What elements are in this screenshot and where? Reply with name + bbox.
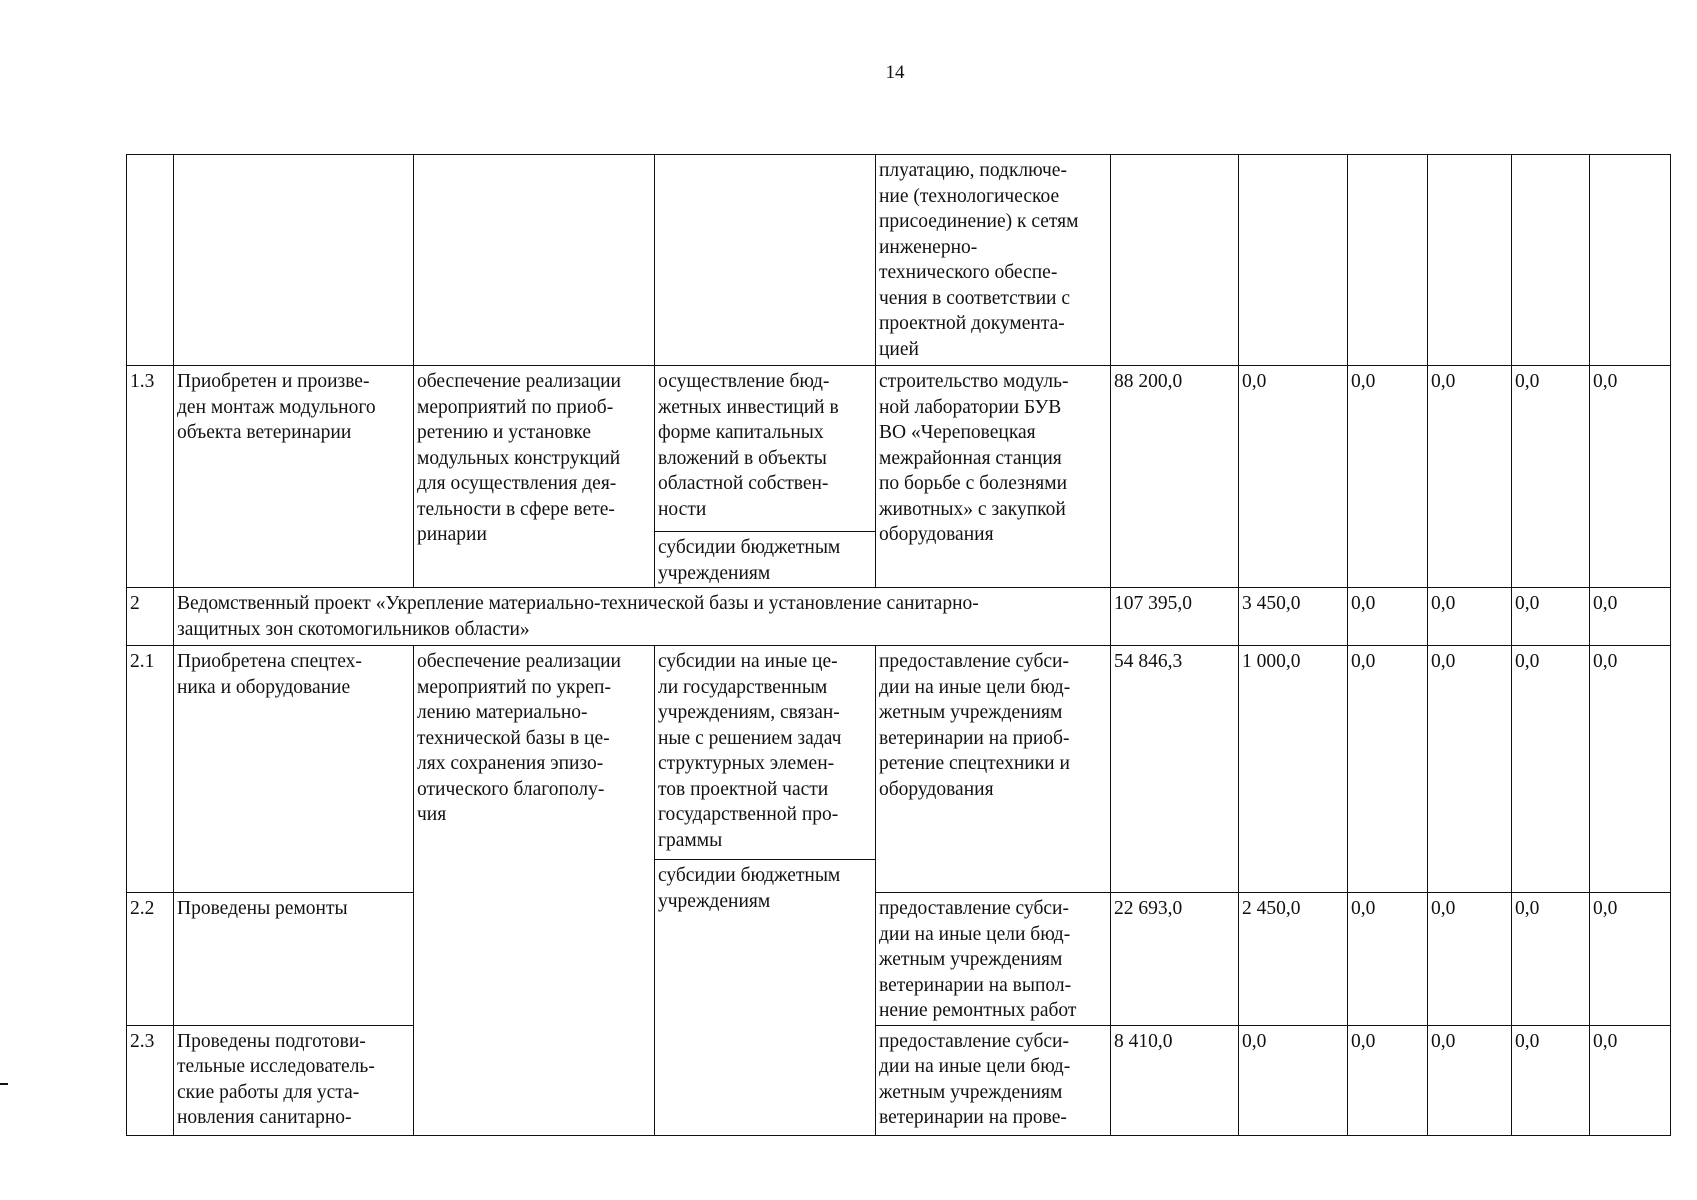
cell-direction: субсидии бюджетным учреждениям xyxy=(655,532,876,588)
cell-no: 2 xyxy=(127,588,174,646)
cell-purpose xyxy=(414,155,655,366)
cell-no xyxy=(127,155,174,366)
cell-value: 0,0 xyxy=(1590,1025,1671,1135)
cell-value xyxy=(1348,155,1428,366)
cell-value: 0,0 xyxy=(1348,646,1428,893)
table-row-continuation xyxy=(127,155,1671,366)
margin-mark xyxy=(0,1083,8,1085)
cell-value xyxy=(1239,155,1348,366)
cell-value: 22 693,0 xyxy=(1111,893,1239,1026)
cell-value: 0,0 xyxy=(1348,588,1428,646)
cell-result: строительство модуль- ной лаборатории БУВ ВО «Череповецкая межрайонная станция по борьбе с болезнями животных» с закупкой оборудования xyxy=(876,366,1111,588)
cell-no: 2.1 xyxy=(127,646,174,893)
cell-value: 0,0 xyxy=(1239,1025,1348,1135)
table-row-2-2 xyxy=(127,893,1671,1026)
cell-value: 0,0 xyxy=(1348,893,1428,1026)
cell-value: 107 395,0 xyxy=(1111,588,1239,646)
cell-value xyxy=(1111,155,1239,366)
cell-name: Приобретена спецтех- ника и оборудование xyxy=(174,646,414,893)
cell-direction: субсидии бюджетным учреждениям xyxy=(655,860,876,1136)
cell-no: 2.2 xyxy=(127,893,174,1026)
cell-no: 1.3 xyxy=(127,366,174,588)
cell-direction: осуществление бюд- жетных инвестиций в форме капитальных вложений в объекты областной собствен- ности xyxy=(655,366,876,532)
cell-purpose: обеспечение реализации мероприятий по укреп- лению материально- технической базы в це- лях сохранения эпизо- отического благополу- чия xyxy=(414,646,655,1136)
cell-value: 0,0 xyxy=(1512,893,1590,1026)
table-row-1-3 xyxy=(127,366,1671,532)
cell-value: 0,0 xyxy=(1512,588,1590,646)
cell-direction: субсидии на иные це- ли государственным учреждениям, связан- ные с решением задач структурных элемен- тов проектной части государственной про- граммы xyxy=(655,646,876,860)
cell-name: Проведены подготови- тельные исследователь- ские работы для уста- новления санитарно- xyxy=(174,1025,414,1135)
cell-result: плуатацию, подключе- ние (технологическое присоединение) к сетям инженерно- технического обеспе- чения в соответствии с проектной документа- цией xyxy=(876,155,1111,366)
cell-value: 0,0 xyxy=(1512,646,1590,893)
cell-value xyxy=(1428,155,1512,366)
cell-value xyxy=(1512,155,1590,366)
cell-value: 0,0 xyxy=(1512,1025,1590,1135)
cell-no: 2.3 xyxy=(127,1025,174,1135)
cell-value: 54 846,3 xyxy=(1111,646,1239,893)
cell-value: 0,0 xyxy=(1590,893,1671,1026)
cell-project-title: Ведомственный проект «Укрепление материально-технической базы и установление санитарно- защитных зон скотомогильников области» xyxy=(174,588,1111,646)
cell-value: 0,0 xyxy=(1428,893,1512,1026)
table-row-2 xyxy=(127,588,1671,646)
cell-value: 8 410,0 xyxy=(1111,1025,1239,1135)
table-row-2-3 xyxy=(127,1025,1671,1135)
cell-value: 3 450,0 xyxy=(1239,588,1348,646)
cell-value: 0,0 xyxy=(1590,646,1671,893)
cell-name xyxy=(174,155,414,366)
cell-direction xyxy=(655,155,876,366)
cell-name: Приобретен и произве- ден монтаж модульного объекта ветеринарии xyxy=(174,366,414,588)
cell-value: 0,0 xyxy=(1348,1025,1428,1135)
cell-result: предоставление субси- дии на иные цели бюд- жетным учреждениям ветеринарии на прове- xyxy=(876,1025,1111,1135)
cell-result: предоставление субси- дии на иные цели бюд- жетным учреждениям ветеринарии на выпол- нение ремонтных работ xyxy=(876,893,1111,1026)
cell-purpose: обеспечение реализации мероприятий по приоб- ретению и установке модульных конструкций для осуществления дея- тельности в сфере вете- ринарии xyxy=(414,366,655,588)
cell-value: 0,0 xyxy=(1590,366,1671,588)
page-number: 14 xyxy=(885,62,905,83)
budget-table-wrapper xyxy=(126,154,1671,1136)
cell-result: предоставление субси- дии на иные цели бюд- жетным учреждениям ветеринарии на приоб- ретение спецтехники и оборудования xyxy=(876,646,1111,893)
cell-value: 0,0 xyxy=(1590,588,1671,646)
cell-value: 0,0 xyxy=(1428,588,1512,646)
budget-table xyxy=(126,154,1671,1136)
cell-name: Проведены ремонты xyxy=(174,893,414,1026)
cell-value: 0,0 xyxy=(1428,1025,1512,1135)
cell-value: 0,0 xyxy=(1428,646,1512,893)
table-row-2-1 xyxy=(127,646,1671,860)
cell-value: 2 450,0 xyxy=(1239,893,1348,1026)
cell-value: 88 200,0 xyxy=(1111,366,1239,588)
cell-value: 0,0 xyxy=(1428,366,1512,588)
cell-value: 1 000,0 xyxy=(1239,646,1348,893)
cell-value xyxy=(1590,155,1671,366)
cell-value: 0,0 xyxy=(1239,366,1348,588)
cell-value: 0,0 xyxy=(1512,366,1590,588)
cell-value: 0,0 xyxy=(1348,366,1428,588)
